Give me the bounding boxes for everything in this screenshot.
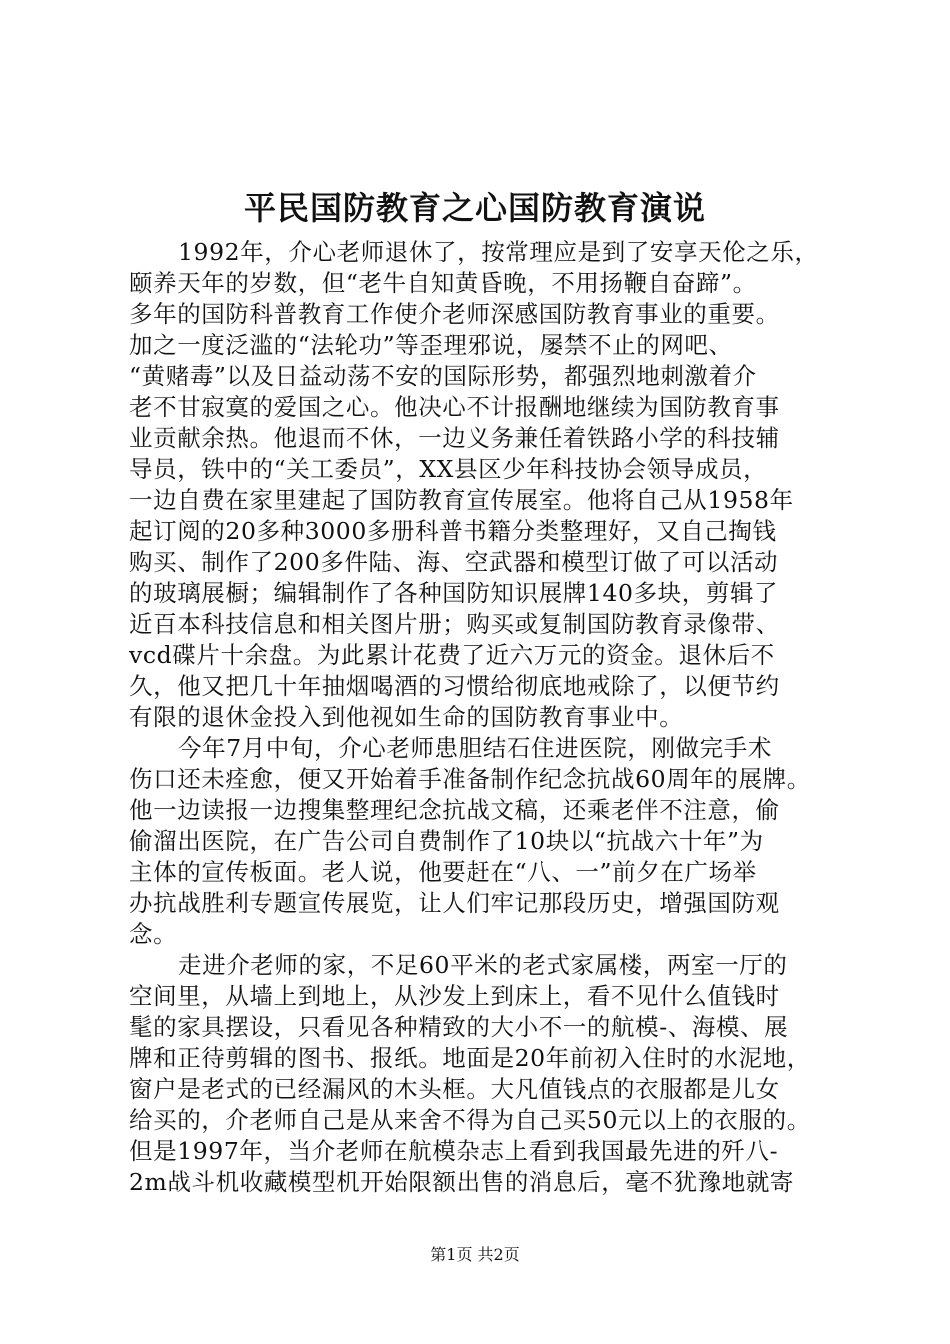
- paragraph-line: 老不甘寂寞的爱国之心。他决心不计报酬地继续为国防教育事: [129, 393, 780, 421]
- paragraph-line: 业贡献余热。他退而不休，一边义务兼任着铁路小学的科技辅: [129, 424, 780, 452]
- paragraph-line: 偷溜出医院，在广告公司自费制作了10块以“抗战六十年”为: [129, 827, 764, 855]
- paragraph-line: 走进介老师的家，不足60平米的老式家属楼，两室一厅的: [178, 951, 788, 979]
- paragraph-line: 主体的宣传板面。老人说，他要赶在“八、一”前夕在广场举: [129, 858, 757, 886]
- paragraph-line: 有限的退休金投入到他视如生命的国防教育事业中。: [129, 703, 684, 731]
- paragraph-line: 的玻璃展橱；编辑制作了各种国防知识展牌140多块，剪辑了: [129, 579, 779, 607]
- paragraph-line: 颐养天年的岁数，但“老牛自知黄昏晚，不用扬鞭自奋蹄”。: [129, 269, 757, 297]
- paragraph-line: 空间里，从墙上到地上，从沙发上到床上，看不见什么值钱时: [129, 982, 780, 1010]
- paragraph-line: 1992年，介心老师退休了，按常理应是到了安享天伦之乐，: [178, 238, 819, 266]
- paragraph-line: 2m战斗机收藏模型机开始限额出售的消息后，毫不犹豫地就寄: [129, 1168, 795, 1196]
- paragraph-line: 办抗战胜利专题宣传展览，让人们牢记那段历史，增强国防观: [129, 889, 780, 917]
- paragraph-line: 多年的国防科普教育工作使介老师深感国防教育事业的重要。: [129, 300, 780, 328]
- paragraph-line: 但是1997年，当介老师在航模杂志上看到我国最先进的歼八-: [129, 1137, 779, 1165]
- paragraph-line: 一边自费在家里建起了国防教育宣传展室。他将自己从1958年: [129, 486, 794, 514]
- paragraph-line: vcd碟片十余盘。为此累计花费了近六万元的资金。退休后不: [129, 641, 775, 669]
- document-title: 平民国防教育之心国防教育演说: [243, 189, 706, 227]
- paragraph-line: 念。: [129, 920, 178, 948]
- paragraph-line: 起订阅的20多种3000多册科普书籍分类整理好，又自己掏钱: [129, 517, 777, 545]
- paragraph-line: 他一边读报一边搜集整理纪念抗战文稿，还乘老伴不注意，偷: [129, 796, 780, 824]
- paragraph-line: 导员，铁中的“关工委员”，XX县区少年科技协会领导成员，: [129, 455, 768, 483]
- paragraph-line: “黄赌毒”以及日益动荡不安的国际形势，都强烈地刺激着介: [129, 362, 757, 390]
- paragraph-line: 髦的家具摆设，只看见各种精致的大小不一的航模-、海模、展: [129, 1013, 789, 1041]
- paragraph-line: 牌和正待剪辑的图书、报纸。地面是20年前初入住时的水泥地，: [129, 1044, 811, 1072]
- paragraph-line: 久，他又把几十年抽烟喝酒的习惯给彻底地戒除了，以便节约: [129, 672, 780, 700]
- document-body: [129, 237, 834, 1198]
- paragraph-line: 给买的，介老师自己是从来舍不得为自己买50元以上的衣服的。: [129, 1106, 811, 1134]
- paragraph-line: 伤口还未痊愈，便又开始着手准备制作纪念抗战60周年的展牌。: [129, 765, 811, 793]
- paragraph-line: 购买、制作了200多件陆、海、空武器和模型订做了可以活动: [129, 548, 779, 576]
- paragraph-line: 近百本科技信息和相关图片册；购买或复制国防教育录像带、: [129, 610, 780, 638]
- paragraph-line: 加之一度泛滥的“法轮功”等歪理邪说，屡禁不止的网吧、: [129, 331, 733, 359]
- paragraph-line: 今年7月中旬，介心老师患胆结石住进医院，刚做完手术: [178, 734, 772, 762]
- page-number-footer: 第1页 共2页: [430, 1245, 520, 1264]
- paragraph-line: 窗户是老式的已经漏风的木头框。大凡值钱点的衣服都是儿女: [129, 1075, 780, 1103]
